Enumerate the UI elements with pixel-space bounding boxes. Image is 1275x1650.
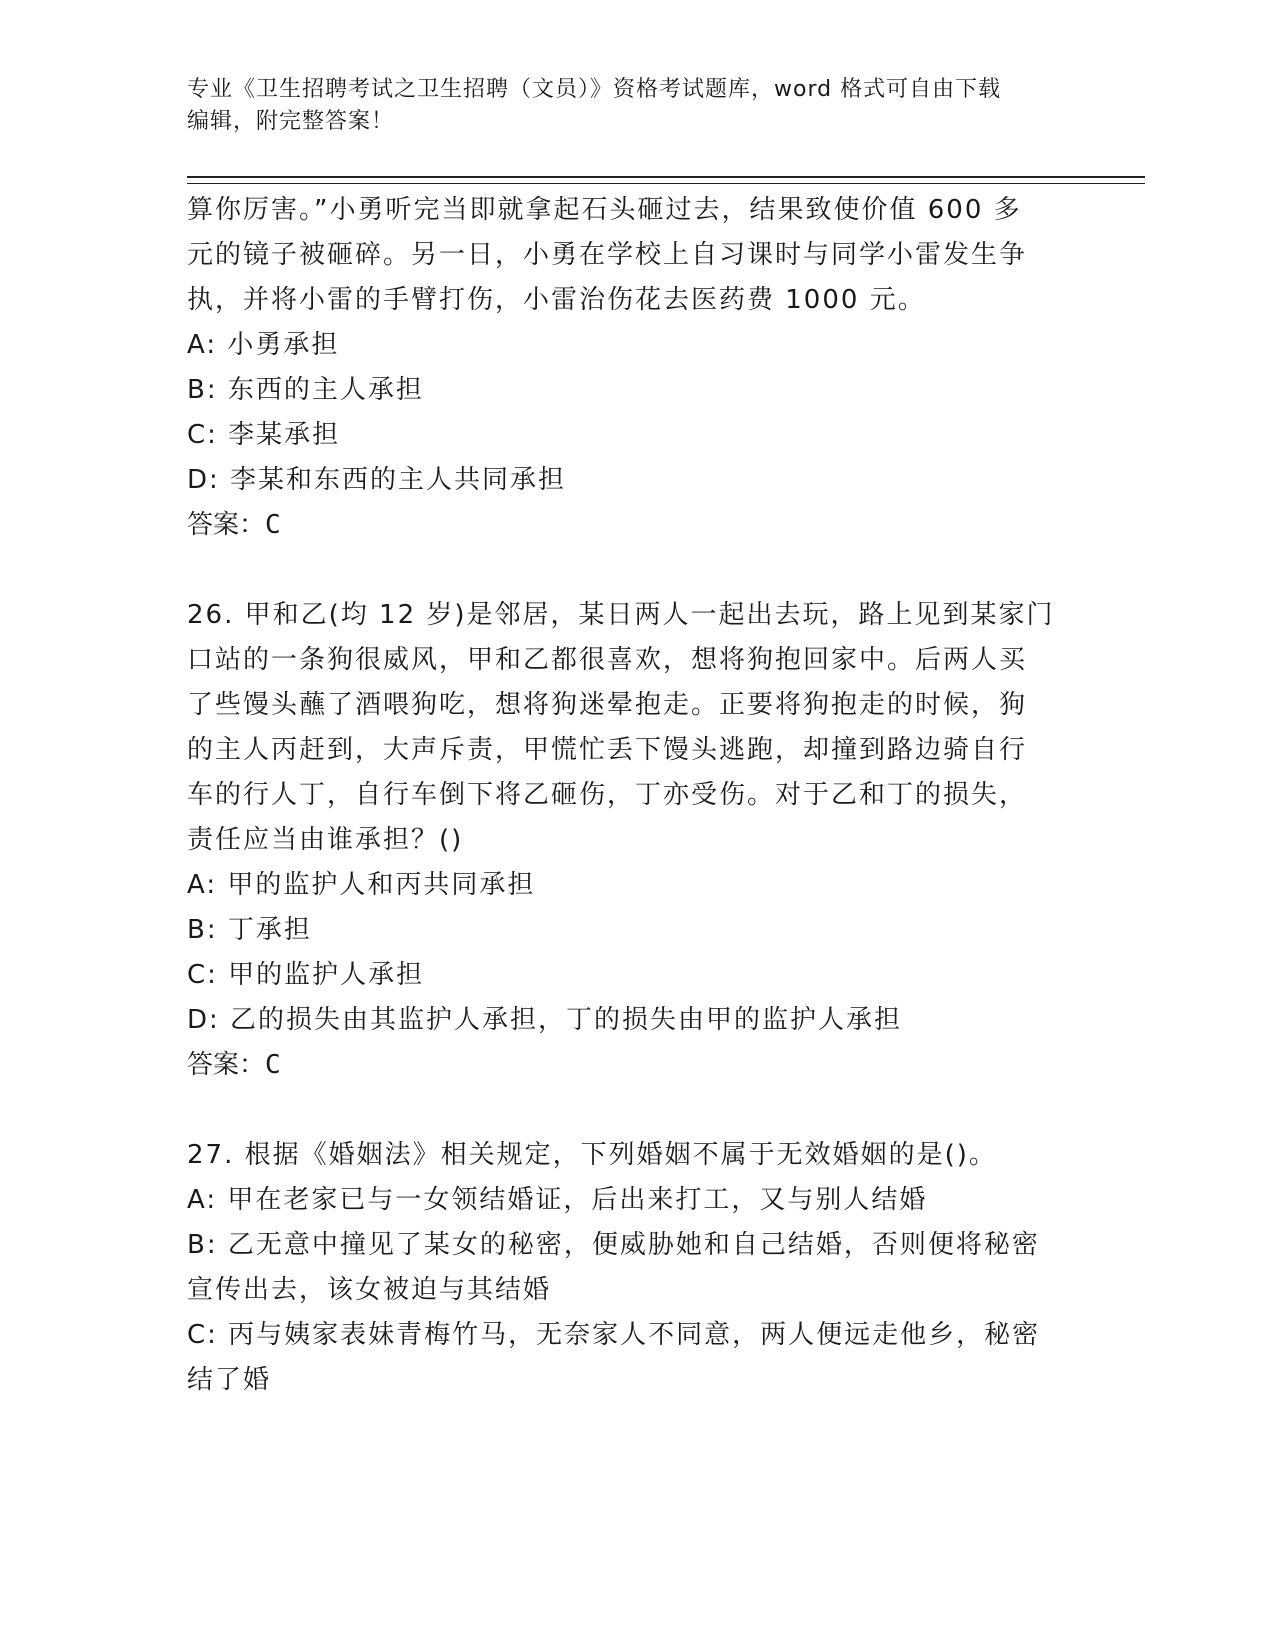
option-c: C: 李某承担	[187, 420, 341, 450]
header-divider	[187, 176, 1145, 178]
option-c: C: 丙与姨家表妹青梅竹马，无奈家人不同意，两人便远走他乡，秘密	[187, 1320, 1041, 1350]
question-27	[187, 1133, 1087, 1403]
question-text-line: 元的镜子被砸碎。另一日，小勇在学校上自习课时与同学小雷发生争	[187, 240, 1028, 270]
question-text-line: 的主人丙赶到，大声斥责，甲慌忙丢下馒头逃跑，却撞到路边骑自行	[187, 735, 1028, 765]
header-line-1: 专业《卫生招聘考试之卫生招聘（文员）》资格考试题库，word 格式可自由下载	[187, 77, 1002, 102]
answer: 答案：C	[187, 1050, 281, 1080]
option-a: A: 甲在老家已与一女领结婚证，后出来打工，又与别人结婚	[187, 1185, 928, 1215]
option-c: C: 甲的监护人承担	[187, 960, 425, 990]
question-text-line: 车的行人丁，自行车倒下将乙砸伤，丁亦受伤。对于乙和丁的损失，	[187, 780, 1028, 810]
option-b: B: 乙无意中撞见了某女的秘密，便威胁她和自己结婚，否则便将秘密	[187, 1230, 1040, 1260]
question-text-line: 算你厉害。”小勇听完当即就拿起石头砸过去，结果致使价值 600 多	[187, 195, 1022, 225]
question-content	[187, 188, 1087, 1403]
question-text-line: 了些馒头蘸了酒喂狗吃，想将狗迷晕抱走。正要将狗抱走的时候，狗	[187, 690, 1028, 720]
question-text-line: 26. 甲和乙(均 12 岁)是邻居，某日两人一起出去玩，路上见到某家门	[187, 600, 1055, 630]
option-a: A: 小勇承担	[187, 330, 340, 360]
question-26	[187, 593, 1087, 1088]
question-text-line: 责任应当由谁承担？()	[187, 825, 464, 855]
option-b-continued: 宣传出去，该女被迫与其结婚	[187, 1275, 552, 1305]
option-b: B: 东西的主人承担	[187, 375, 424, 405]
option-b: B: 丁承担	[187, 915, 312, 945]
option-a: A: 甲的监护人和丙共同承担	[187, 870, 536, 900]
question-text-line: 27. 根据《婚姻法》相关规定，下列婚姻不属于无效婚姻的是()。	[187, 1140, 997, 1170]
question-25	[187, 188, 1087, 548]
question-text-line: 执，并将小雷的手臂打伤，小雷治伤花去医药费 1000 元。	[187, 285, 926, 315]
question-text-line: 口站的一条狗很威风，甲和乙都很喜欢，想将狗抱回家中。后两人买	[187, 645, 1028, 675]
document-header	[187, 74, 1087, 138]
option-c-continued: 结了婚	[187, 1365, 272, 1395]
option-d: D: 李某和东西的主人共同承担	[187, 465, 567, 495]
header-divider-thin	[187, 183, 1145, 184]
answer: 答案：C	[187, 510, 281, 540]
header-line-2: 编辑，附完整答案！	[187, 109, 395, 134]
option-d: D: 乙的损失由其监护人承担，丁的损失由甲的监护人承担	[187, 1005, 903, 1035]
